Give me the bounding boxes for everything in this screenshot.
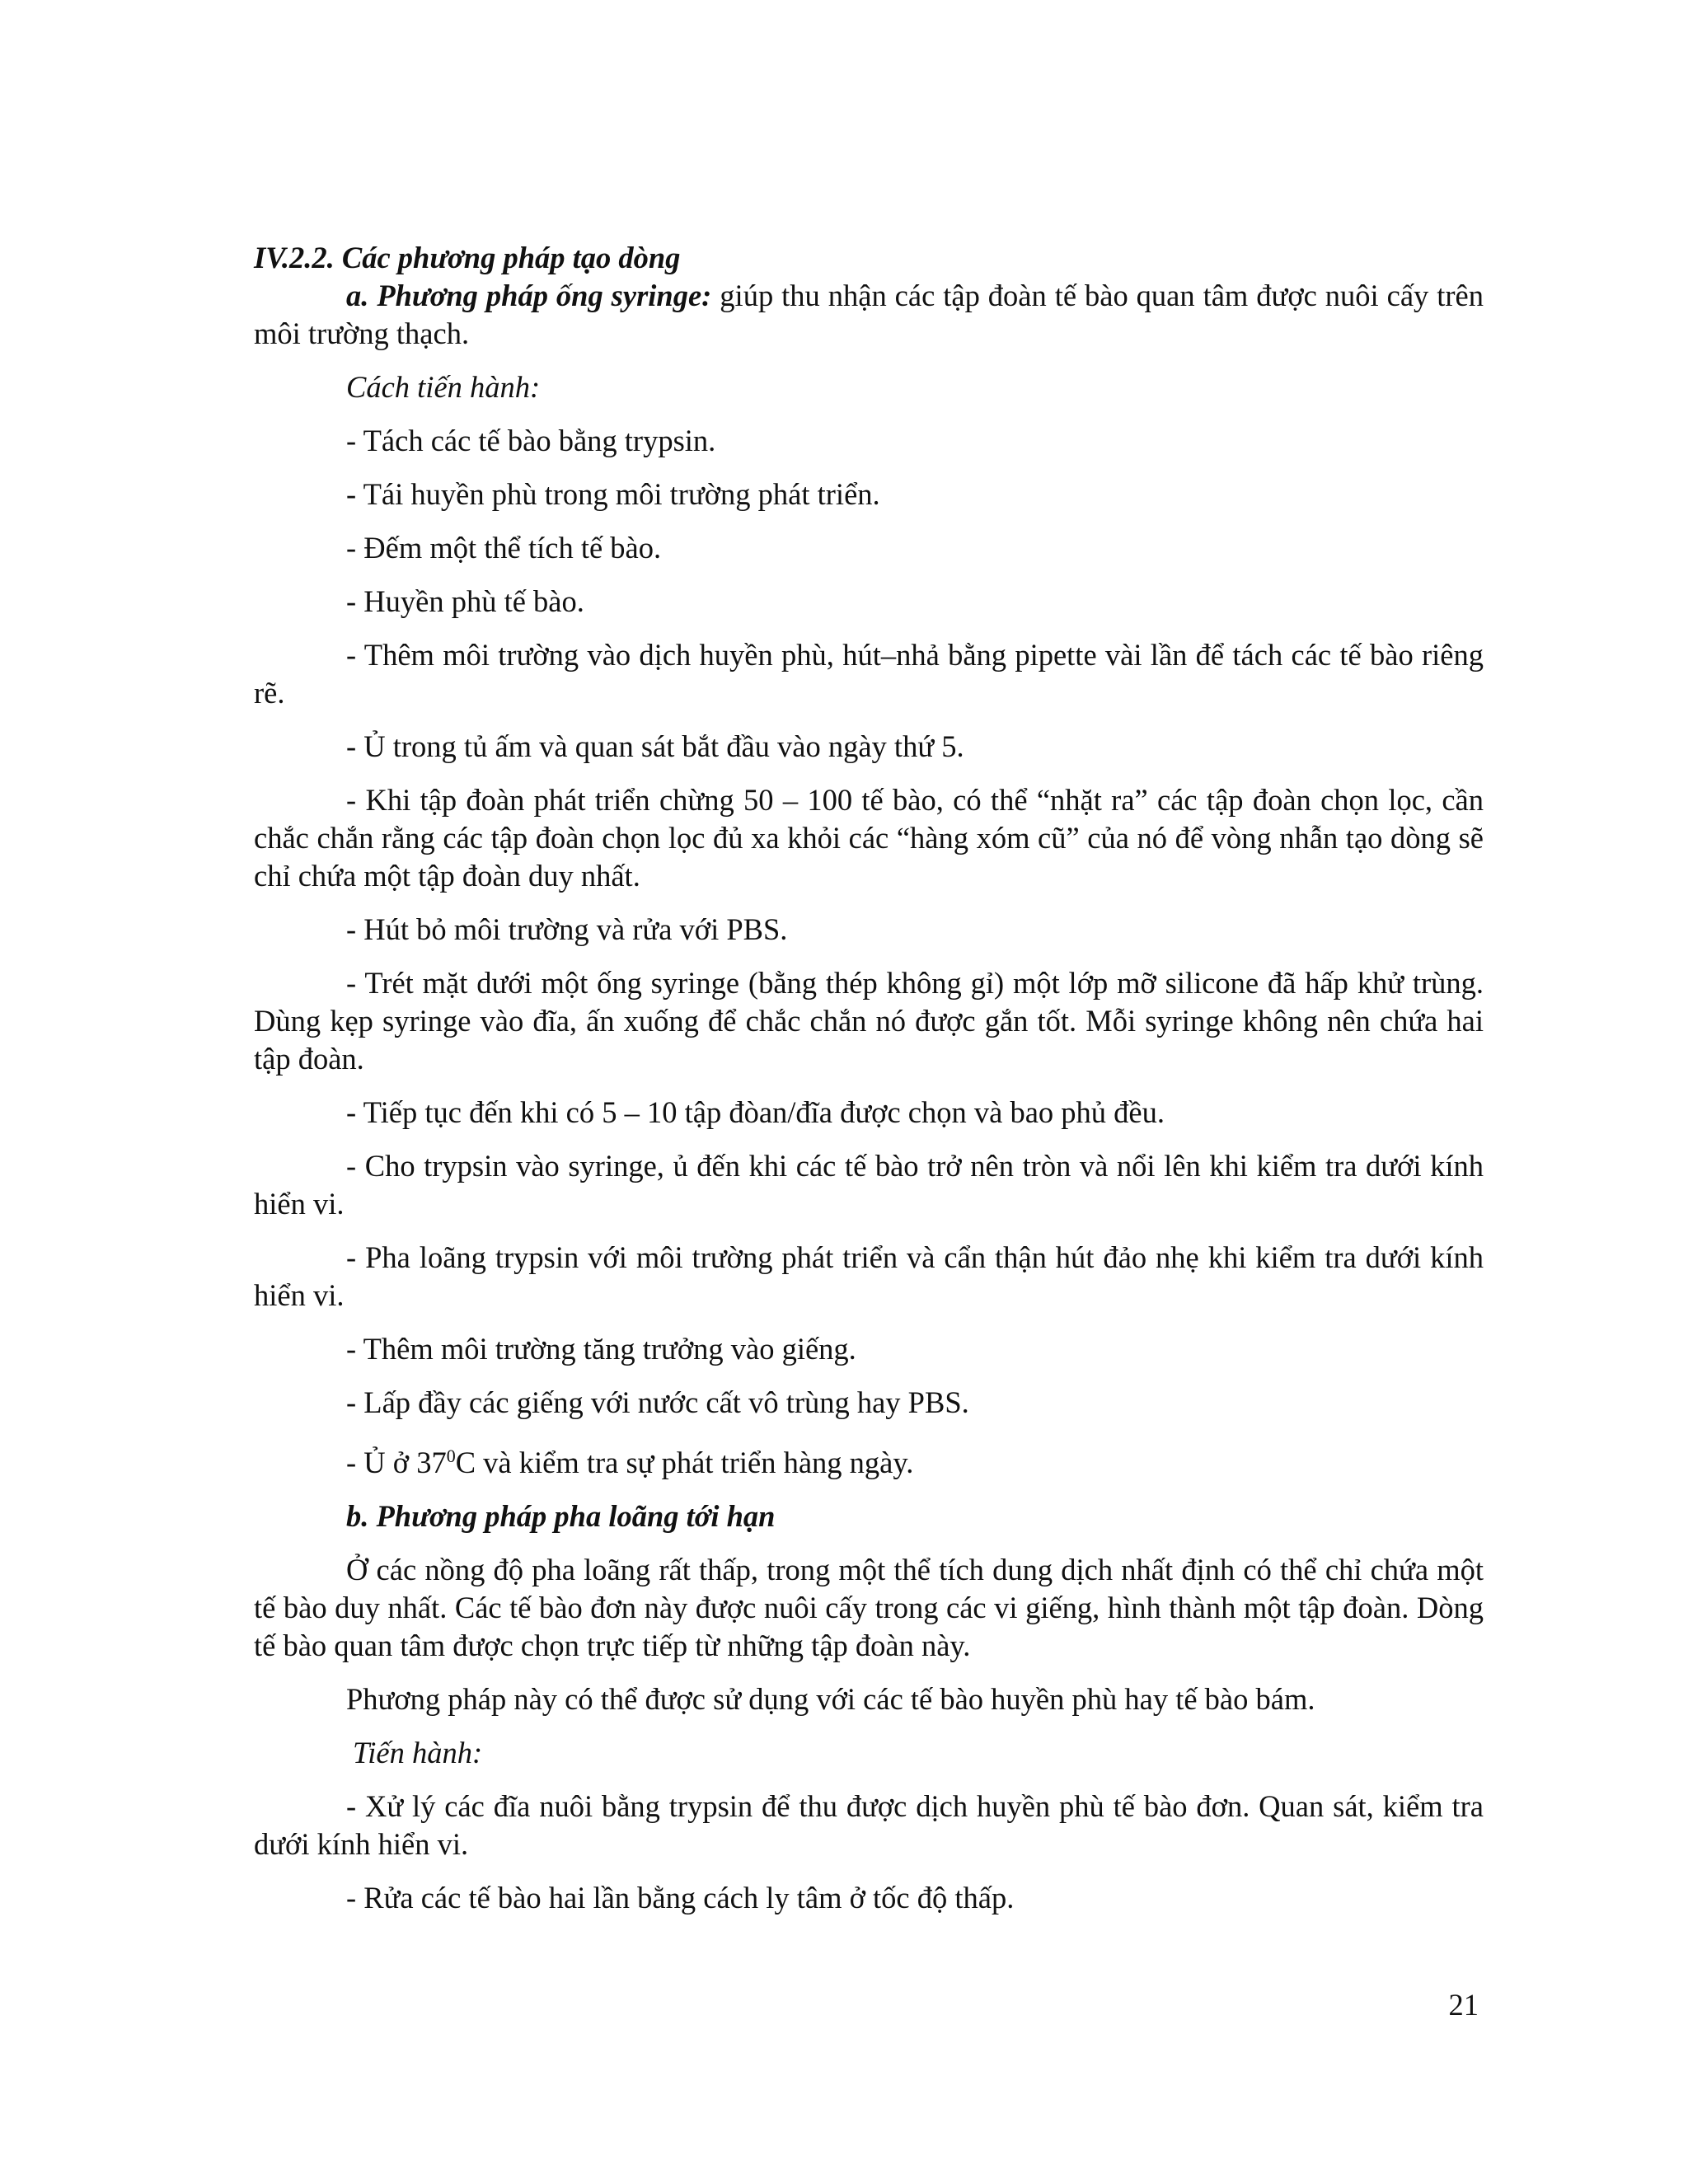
method-b-paragraph: Phương pháp này có thể được sử dụng với các tế bào huyền phù hay tế bào bám. (346, 1682, 1315, 1717)
method-a-incubate-step (254, 1437, 1484, 1482)
method-a-intro-text: giúp thu nhận các tập đoàn tế bào quan tâm được nuôi cấy trên môi trường thạch. (254, 279, 1484, 350)
method-a-step: - Pha loãng trypsin với môi trường phát triển và cẩn thận hút đảo nhẹ khi kiểm tra dưới kính hiển vi. (254, 1240, 1484, 1312)
document-body (254, 239, 1484, 1933)
method-a-procedure-label: Cách tiến hành: (346, 370, 541, 404)
method-b-step: - Rửa các tế bào hai lần bằng cách ly tâm ở tốc độ thấp. (346, 1881, 1015, 1915)
method-a-step: - Ủ trong tủ ấm và quan sát bắt đầu vào ngày thứ 5. (346, 729, 964, 763)
method-a-step: - Trét mặt dưới một ống syringe (bằng thép không gỉ) một lớp mỡ silicone đã hấp khử trùng. Dùng kẹp syringe vào đĩa, ấn xuống để chắc chắn nó được gắn tốt. Mỗi syringe không nên chứa hai tập đoàn. (254, 966, 1484, 1076)
method-b-paragraph: Ở các nồng độ pha loãng rất thấp, trong một thể tích dung dịch nhất định có thể chỉ chứa một tế bào duy nhất. Các tế bào đơn này được nuôi cấy trong các vi giếng, hình thành một tập đoàn. Dòng tế bào quan tâm được chọn trực tiếp từ những tập đoàn này. (254, 1553, 1484, 1663)
method-a-heading: a. Phương pháp ống syringe: (346, 279, 712, 312)
method-a-step: - Tái huyền phù trong môi trường phát triển. (346, 477, 880, 511)
method-a-intro (254, 277, 1484, 353)
method-a-step: - Huyền phù tế bào. (346, 584, 584, 618)
method-a-step: - Tiếp tục đến khi có 5 – 10 tập đòan/đĩa được chọn và bao phủ đều. (346, 1095, 1165, 1129)
method-a-step: - Thêm môi trường vào dịch huyền phù, hút–nhả bằng pipette vài lần để tách các tế bào riêng rẽ. (254, 638, 1484, 710)
method-a-step: - Tách các tế bào bằng trypsin. (346, 424, 716, 457)
method-b-procedure-label: Tiến hành: (353, 1736, 483, 1770)
method-a-step: - Khi tập đoàn phát triển chừng 50 – 100 tế bào, có thể “nhặt ra” các tập đoàn chọn lọc, cần chắc chắn rằng các tập đoàn chọn lọc đủ xa khỏi các “hàng xóm cũ” của nó để vòng nhẫn tạo dòng sẽ chỉ chứa một tập đoàn duy nhất. (254, 783, 1484, 893)
page-number: 21 (1448, 1988, 1479, 2022)
method-a-step: - Lấp đầy các giếng với nước cất vô trùng hay PBS. (346, 1385, 969, 1419)
method-a-step: - Thêm môi trường tăng trưởng vào giếng. (346, 1332, 856, 1366)
incubate-suffix: C và kiểm tra sự phát triển hàng ngày. (455, 1446, 914, 1480)
incubate-prefix: - Ủ ở 37 (346, 1446, 447, 1480)
degree-superscript: 0 (446, 1446, 456, 1466)
method-b-heading: b. Phương pháp pha loãng tới hạn (346, 1499, 776, 1534)
method-b-step: - Xử lý các đĩa nuôi bằng trypsin để thu được dịch huyền phù tế bào đơn. Quan sát, kiểm tra dưới kính hiển vi. (254, 1789, 1484, 1862)
method-a-step: - Hút bỏ môi trường và rửa với PBS. (346, 912, 788, 946)
method-a-step: - Cho trypsin vào syringe, ủ đến khi các tế bào trở nên tròn và nổi lên khi kiểm tra dưới kính hiển vi. (254, 1149, 1484, 1221)
section-title: IV.2.2. Các phương pháp tạo dòng (254, 241, 681, 274)
method-a-step: - Đếm một thể tích tế bào. (346, 531, 662, 565)
